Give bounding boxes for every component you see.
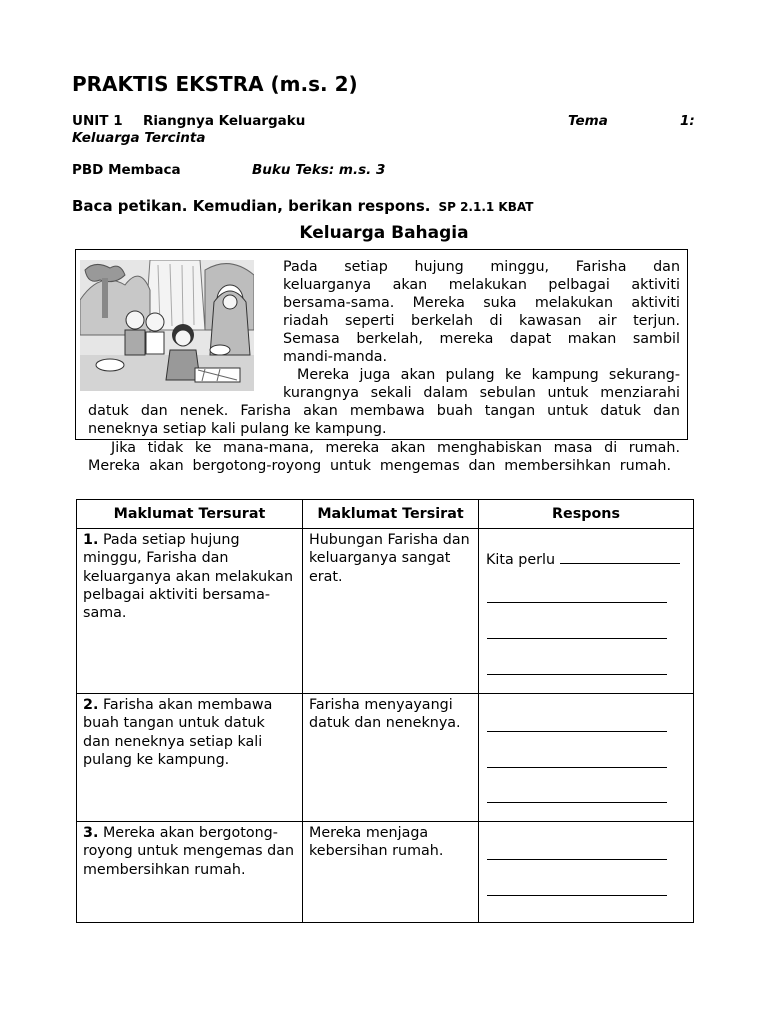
instruction	[72, 197, 533, 215]
answer-blank[interactable]	[487, 602, 667, 603]
unit-label: UNIT 1	[72, 113, 123, 129]
tersurat-cell	[77, 822, 303, 923]
tersirat-text: Hubungan Farisha dan keluarganya sangat erat.	[309, 532, 470, 585]
passage-line: Pada setiap hujung minggu, Farisha dan	[283, 259, 680, 275]
answer-blank[interactable]	[487, 767, 667, 768]
passage-line: bersama-sama. Mereka suka melakukan aktiviti	[283, 295, 680, 311]
passage-line: datuk dan nenek. Farisha akan membawa buah tangan untuk datuk dan	[88, 403, 680, 419]
header-tersirat: Maklumat Tersirat	[303, 500, 479, 529]
response-table	[76, 499, 694, 923]
table-row	[77, 529, 694, 694]
tema-name: Keluarga Tercinta	[72, 130, 206, 146]
respons-cell	[479, 694, 694, 822]
tersurat-cell	[77, 529, 303, 694]
answer-blank[interactable]	[487, 674, 667, 675]
skill-tag: SP 2.1.1 KBAT	[438, 200, 534, 214]
passage-line: Jika tidak ke mana-mana, mereka akan menghabiskan masa di rumah.	[111, 440, 680, 456]
textbook-ref: Buku Teks: m.s. 3	[252, 162, 386, 178]
passage-line: Mereka juga akan pulang ke kampung sekurang-	[297, 367, 680, 383]
header-respons: Respons	[479, 500, 694, 529]
worksheet-title: PRAKTIS EKSTRA (m.s. 2)	[72, 72, 358, 96]
tersirat-cell	[303, 822, 479, 923]
tersirat-text: Mereka menjaga kebersihan rumah.	[309, 825, 444, 860]
answer-blank[interactable]	[487, 895, 667, 896]
table-row	[77, 694, 694, 822]
pbd-label: PBD Membaca	[72, 162, 181, 178]
tema-label: Tema	[568, 113, 608, 129]
passage-line: neneknya setiap kali pulang ke kampung.	[88, 421, 387, 437]
row-number: 2.	[83, 697, 99, 713]
passage-title: Keluarga Bahagia	[299, 223, 469, 243]
answer-blank[interactable]	[560, 549, 680, 564]
answer-blank[interactable]	[487, 859, 667, 860]
tersirat-cell	[303, 694, 479, 822]
passage-line: Mereka akan bergotong-royong untuk mengemas dan membersihkan rumah.	[88, 458, 671, 474]
tersirat-text: Farisha menyayangi datuk dan neneknya.	[309, 697, 461, 732]
row-number: 3.	[83, 825, 99, 841]
tersurat-text: Mereka akan bergotong-royong untuk mengemas dan membersihkan rumah.	[83, 825, 295, 878]
header-tersurat: Maklumat Tersurat	[77, 500, 303, 529]
row-number: 1.	[83, 532, 99, 548]
answer-blank[interactable]	[487, 802, 667, 803]
tersurat-text: Pada setiap hujung minggu, Farisha dan keluarganya akan melakukan pelbagai aktiviti bersama-sama.	[83, 532, 294, 622]
answer-blank[interactable]	[487, 731, 667, 732]
table-header-row	[77, 500, 694, 529]
tersurat-cell	[77, 694, 303, 822]
respons-cell	[479, 529, 694, 694]
unit-name: Riangnya Keluargaku	[143, 113, 306, 129]
family-picnic-illustration	[80, 260, 254, 391]
respons-cell	[479, 822, 694, 923]
passage-line: mandi-manda.	[283, 349, 388, 365]
respons-prompt: Kita perlu	[486, 552, 556, 568]
tersirat-cell	[303, 529, 479, 694]
table-row	[77, 822, 694, 923]
tema-number: 1:	[680, 113, 695, 129]
passage-line: riadah seperti berkelah di kawasan air terjun.	[283, 313, 680, 329]
answer-blank[interactable]	[487, 638, 667, 639]
passage-line: kurangnya sekali dalam sebulan untuk menziarahi	[283, 385, 680, 401]
tersurat-text: Farisha akan membawa buah tangan untuk datuk dan neneknya setiap kali pulang ke kampung.	[83, 697, 273, 768]
instruction-text: Baca petikan. Kemudian, berikan respons.	[72, 197, 431, 215]
passage-line: Semasa berkelah, mereka dapat makan sambil	[283, 331, 680, 347]
passage-line: keluarganya akan melakukan pelbagai aktiviti	[283, 277, 680, 293]
